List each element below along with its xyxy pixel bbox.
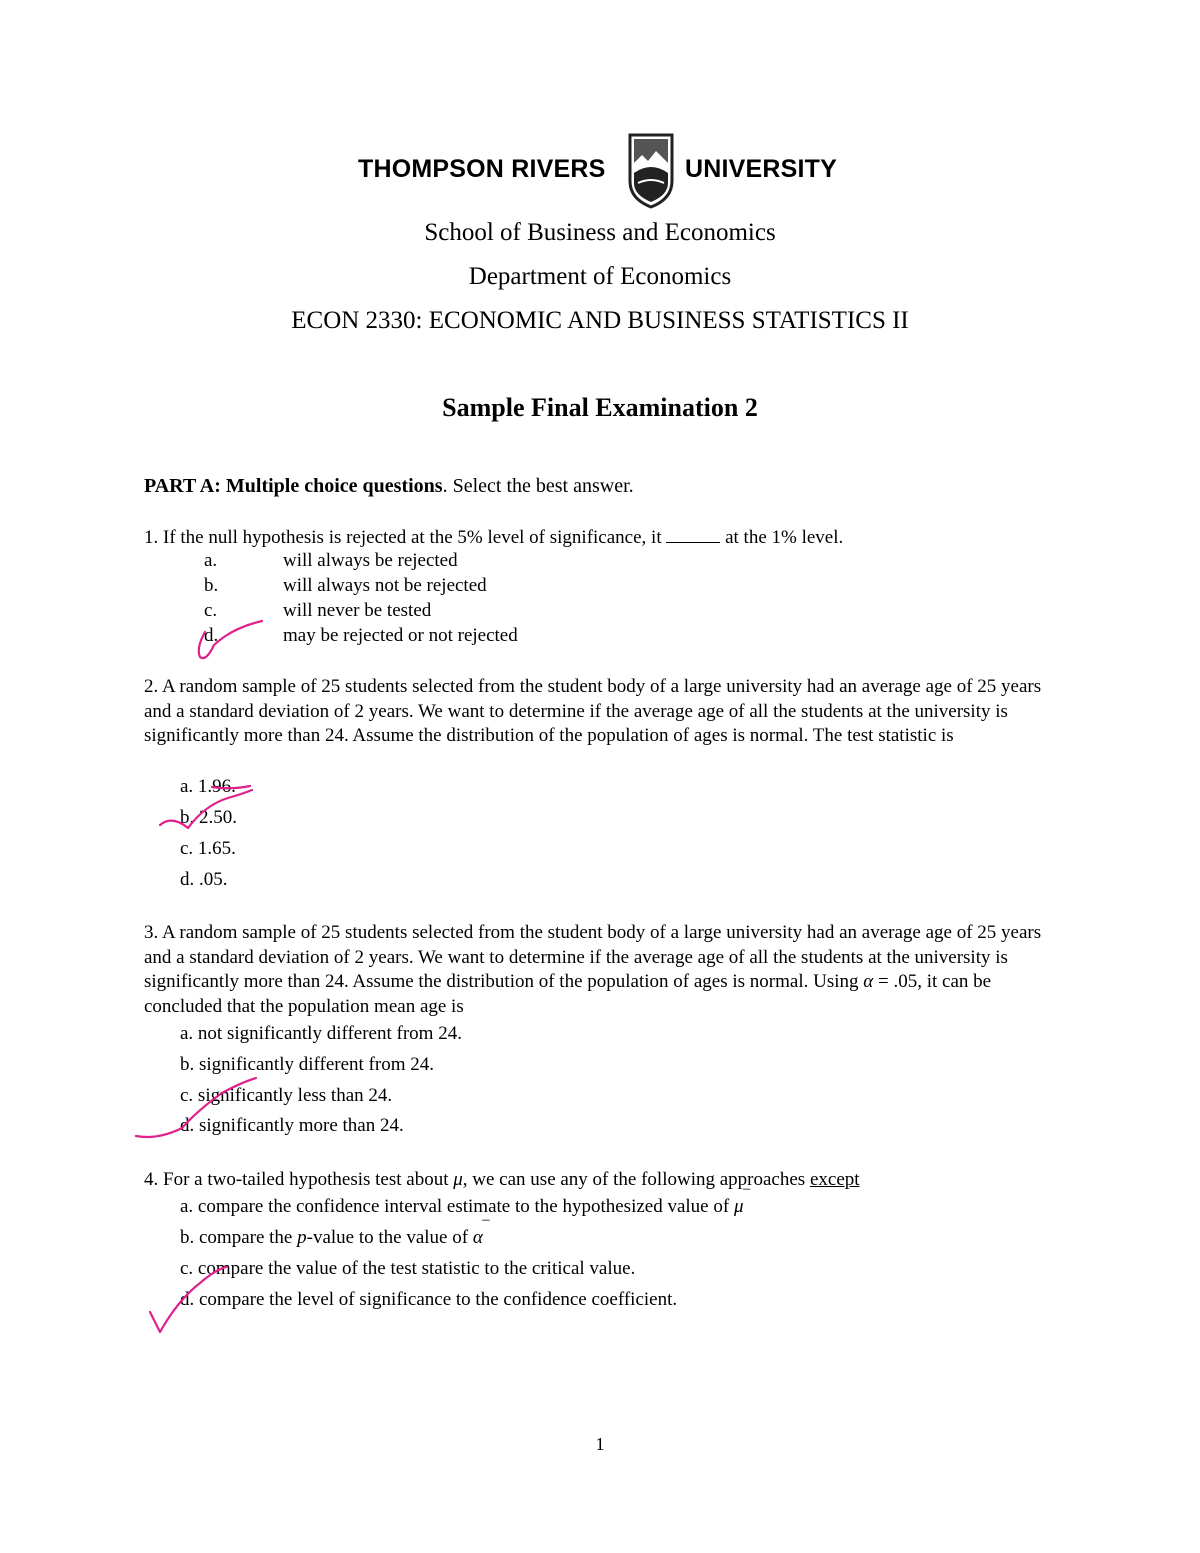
q4-option-a — [180, 1188, 750, 1218]
logo-word-right: UNIVERSITY — [685, 155, 838, 183]
q3-option-a: a. not significantly different from 24. — [180, 1023, 462, 1044]
question-4-text-pre: 4. For a two-tailed hypothesis test about — [144, 1169, 454, 1190]
question-3 — [144, 921, 1064, 1019]
q2-option-b: b. 2.50. — [180, 807, 237, 828]
course-title: ECON 2330: ECONOMIC AND BUSINESS STATISTICS II — [291, 307, 909, 334]
q1-option-c-label: c. — [204, 600, 218, 621]
except-underlined: except — [809, 1169, 860, 1190]
mu-symbol: μ — [453, 1169, 463, 1190]
answer-blank — [666, 528, 720, 543]
q3-option-b: b. significantly different from 24. — [180, 1054, 434, 1075]
q4-option-b-text-mid: -value to the value of — [306, 1227, 473, 1248]
question-3-text-pre: 3. A random sample of 25 students selected from the student body of a large university had an average age of 25 years and a standard deviation of 2 years. We want to determine if the average age of all the students at the university is significantly more than 24. Assume the distribution of the population of ages is normal. Using — [144, 922, 1042, 992]
question-1-text-post: at the 1% level. — [720, 527, 844, 548]
question-3-text-post: = .05, it can be concluded that the population mean age is — [144, 971, 992, 1017]
q3-option-c: c. significantly less than 24. — [180, 1085, 393, 1106]
question-1-text-pre: 1. If the null hypothesis is rejected at the 5% level of significance, it — [144, 527, 667, 548]
school-name: School of Business and Economics — [424, 219, 776, 246]
page-number: 1 — [595, 1434, 605, 1454]
macron-mark: ‾ — [482, 1219, 490, 1240]
q1-option-d-label: d. — [204, 625, 219, 646]
alpha-symbol: α — [863, 971, 874, 992]
part-a-bold: PART A: Multiple choice questions — [144, 475, 443, 497]
q2-option-a: a. 1.96. — [180, 776, 236, 797]
university-logo — [358, 133, 848, 209]
q2-option-d: d. .05. — [180, 869, 228, 890]
question-4-text-mid: , we can use any of the following approaches — [462, 1169, 810, 1190]
mu-symbol: μ — [733, 1196, 744, 1217]
department-name: Department of Economics — [468, 263, 732, 290]
question-2: 2. A random sample of 25 students selected from the student body of a large university had an average age of 25 years and a standard deviation of 2 years. We want to determine if the average age of all the students at the university is significantly more than 24. Assume the distribution of the population of ages is normal. The test statistic is — [144, 676, 1042, 746]
question-4 — [144, 1168, 1064, 1193]
q4-option-c: c. compare the value of the test statistic to the critical value. — [180, 1258, 636, 1279]
macron-mark: ‾ — [743, 1188, 750, 1209]
exam-title: Sample Final Examination 2 — [442, 393, 758, 422]
q3-option-d: d. significantly more than 24. — [180, 1115, 404, 1136]
q1-option-a: will always be rejected — [283, 550, 458, 571]
question-1 — [144, 526, 1064, 551]
p-symbol: p — [297, 1227, 307, 1248]
alpha-symbol: α — [472, 1227, 483, 1248]
q1-option-c: will never be tested — [283, 600, 432, 621]
q4-option-b-text-pre: b. compare the — [180, 1227, 298, 1248]
q4-option-d: d. compare the level of significance to the confidence coefficient. — [180, 1289, 678, 1310]
shield-icon — [628, 133, 674, 209]
q4-option-b — [180, 1219, 490, 1249]
q1-option-b: will always not be rejected — [283, 575, 487, 596]
q2-option-c: c. 1.65. — [180, 838, 236, 859]
q1-option-b-label: b. — [204, 575, 219, 596]
part-a-heading — [144, 474, 1064, 499]
logo-word-left: THOMPSON RIVERS — [358, 155, 606, 183]
q1-option-a-label: a. — [204, 550, 218, 571]
q1-option-d: may be rejected or not rejected — [283, 625, 518, 646]
q4-option-a-text: a. compare the confidence interval estimate to the hypothesized value of — [180, 1196, 734, 1217]
part-a-instruction: . Select the best answer. — [442, 475, 634, 497]
